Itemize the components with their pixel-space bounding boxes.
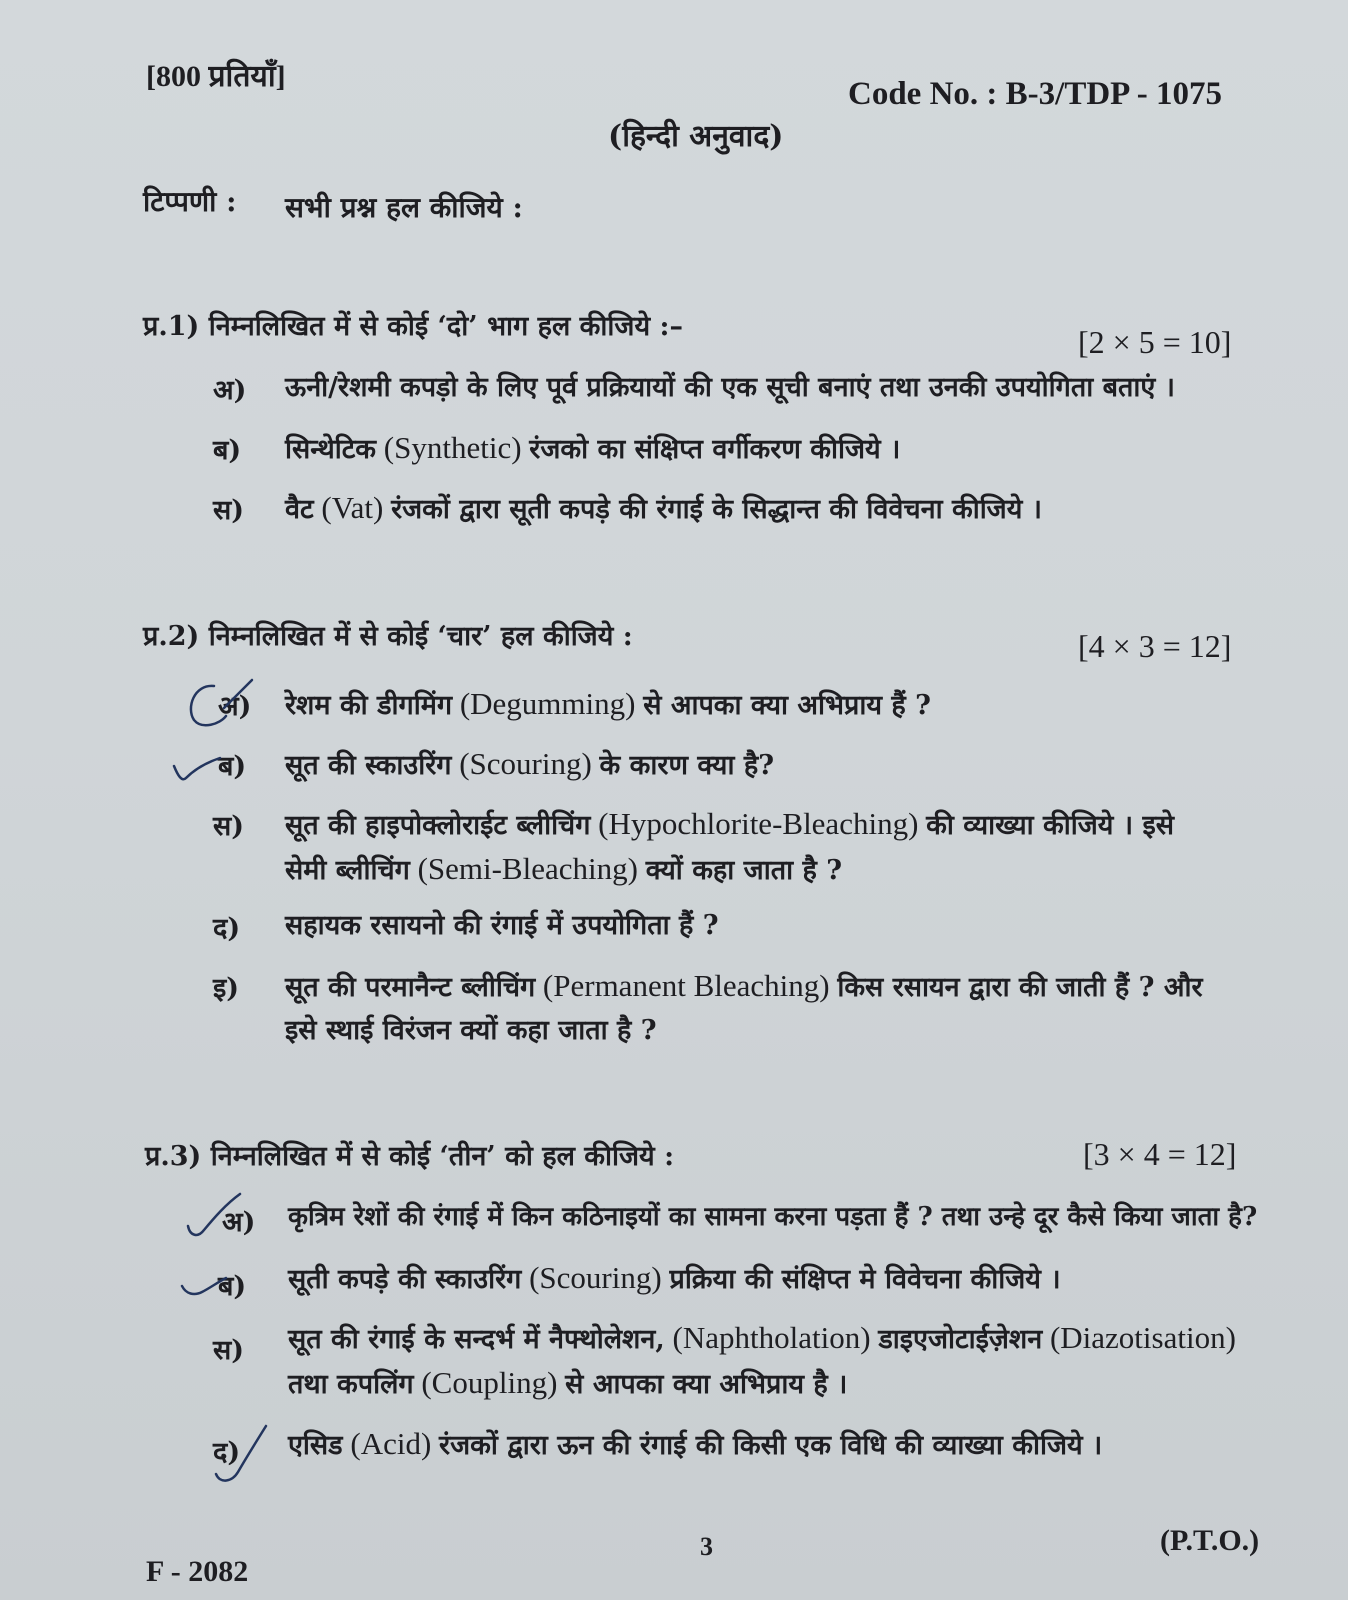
q3-item-c-label: स) <box>213 1335 245 1366</box>
question-2-title: प्र.2) निम्नलिखित में से कोई ‘चार’ हल कीजिये : <box>143 621 633 652</box>
footer-paper-code: F - 2082 <box>146 1555 249 1588</box>
q1-item-c-text: वैट (Vat) रंजकों द्वारा सूती कपड़े की रंगाई के सिद्धान्त की विवेचना कीजिये । <box>285 490 1043 525</box>
q3-item-b-label: ब) <box>218 1271 247 1302</box>
pen-tick-mark-q3d <box>212 1422 272 1492</box>
pen-tick-mark-q3a <box>186 1192 246 1242</box>
pen-circle-mark-q2a <box>184 678 254 738</box>
please-turn-over: (P.T.O.) <box>1160 1524 1260 1557</box>
q2-item-d-text: सहायक रसायनो की रंगाई में उपयोगिता हैं ? <box>285 910 719 941</box>
code-number: Code No. : B-3/TDP - 1075 <box>848 76 1222 112</box>
note-label: टिप्पणी : <box>143 185 237 218</box>
q2-item-e-text: सूत की परमानैन्ट ब्लीचिंग (Permanent Bleaching) किस रसायन द्वारा की जाती हैं ? और इसे स्थाई विरंजन क्यों कहा जाता है ? <box>285 968 1203 1046</box>
q3-item-d-text: एसिड (Acid) रंजकों द्वारा ऊन की रंगाई की किसी एक विधि की व्याख्या कीजिये । <box>288 1426 1103 1461</box>
q3-item-a-text: कृत्रिम रेशों की रंगाई में किन कठिनाइयों का सामना करना पड़ता हैं ? तथा उन्हे दूर कैसे किया जाता है? <box>288 1202 1258 1232</box>
copies-count: [800 प्रतियाँ] <box>146 60 286 93</box>
question-3-marks: [3 × 4 = 12] <box>1083 1136 1237 1172</box>
question-1-marks: [2 × 5 = 10] <box>1078 324 1232 360</box>
q2-item-d-label: द) <box>213 913 241 944</box>
translation-label: (हिन्दी अनुवाद) <box>608 119 784 154</box>
question-2-marks: [4 × 3 = 12] <box>1078 628 1232 664</box>
q2-item-e-label: इ) <box>213 973 240 1004</box>
q3-item-c-text: सूत की रंगाई के सन्दर्भ में नैफ्थोलेशन, (Naphtholation) डाइएजोटाईज़ेशन (Diazotisation) तथा कपलिंग (Coupling) से आपका क्या अभिप्राय है । <box>288 1320 1236 1400</box>
question-3-title: प्र.3) निम्नलिखित में से कोई ‘तीन’ को हल कीजिये : <box>145 1141 675 1172</box>
q1-item-a-label: अ) <box>213 375 247 406</box>
q2-item-c-label: स) <box>213 811 245 842</box>
q1-item-a-text: ऊनी/रेशमी कपड़ो के लिए पूर्व प्रक्रियायों की एक सूची बनाएं तथा उनकी उपयोगिता बताएं । <box>285 372 1175 403</box>
q2-item-a-text: रेशम की डीगमिंग (Degumming) से आपका क्या अभिप्राय हैं ? <box>285 686 931 721</box>
pen-tick-mark-q3b <box>180 1272 240 1312</box>
pen-tick-mark-q2b <box>172 752 232 792</box>
q1-item-c-label: स) <box>213 495 245 526</box>
q2-item-b-text: सूत की स्काउरिंग (Scouring) के कारण क्या है? <box>285 746 775 781</box>
q2-item-a-label: अ) <box>218 691 252 722</box>
q1-item-b-label: ब) <box>213 435 242 466</box>
q2-item-b-label: ब) <box>218 751 247 782</box>
q3-item-b-text: सूती कपड़े की स्काउरिंग (Scouring) प्रक्रिया की संक्षिप्त मे विवेचना कीजिये । <box>288 1260 1061 1295</box>
question-1-title: प्र.1) निम्नलिखित में से कोई ‘दो’ भाग हल कीजिये :– <box>143 311 683 342</box>
q3-item-d-label: द) <box>213 1437 241 1468</box>
q1-item-b-text: सिन्थेटिक (Synthetic) रंजको का संक्षिप्त वर्गीकरण कीजिये । <box>285 430 901 465</box>
note-text: सभी प्रश्न हल कीजिये : <box>285 191 523 224</box>
q3-item-a-label: अ) <box>222 1207 256 1238</box>
page-number: 3 <box>700 1532 713 1561</box>
q2-item-c-text: सूत की हाइपोक्लोराईट ब्लीचिंग (Hypochlorite-Bleaching) की व्याख्या कीजिये । इसे सेमी ब्लीचिंग (Semi-Bleaching) क्यों कहा जाता है ? <box>285 806 1174 886</box>
